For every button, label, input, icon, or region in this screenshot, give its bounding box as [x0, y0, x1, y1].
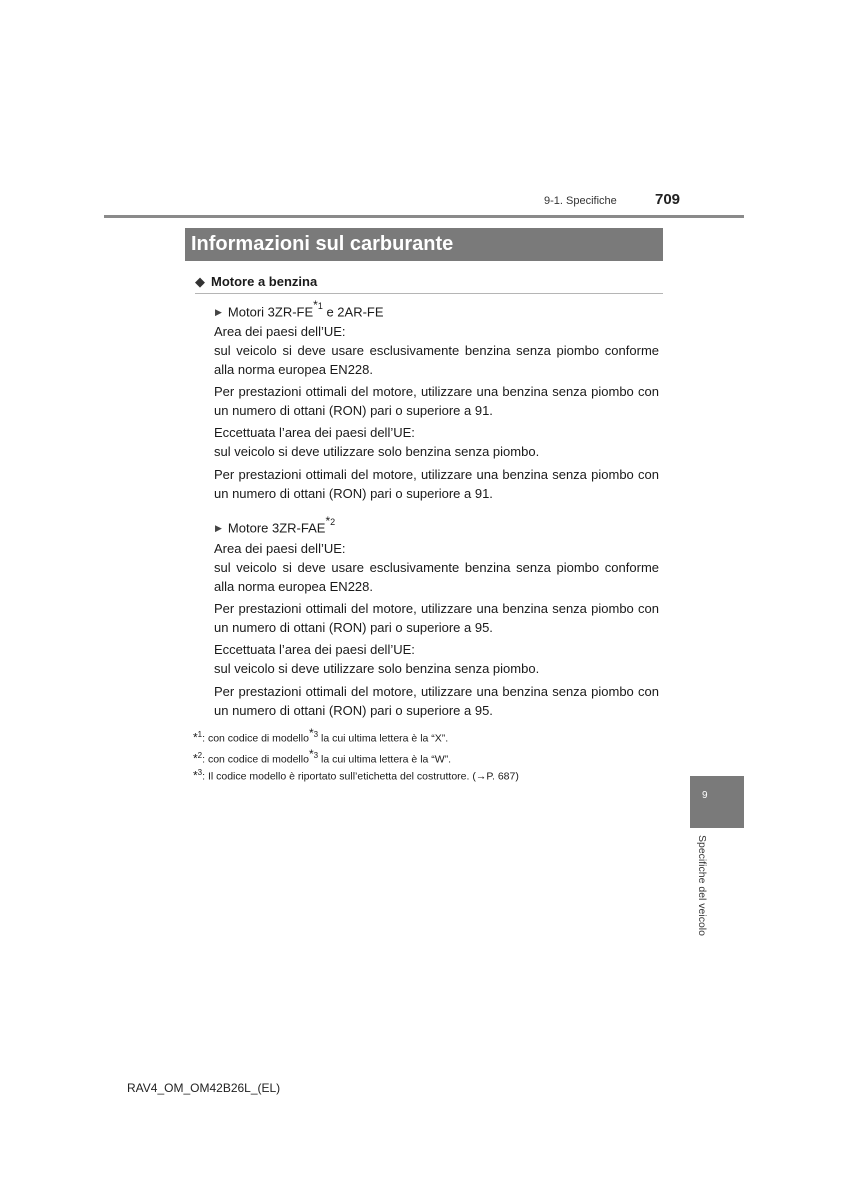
- paragraph: Area dei paesi dell’UE:: [214, 541, 346, 556]
- item-heading-text: Motori 3ZR-FE: [227, 304, 314, 320]
- paragraph: Per prestazioni ottimali del motore, utilizzare una benzina senza piombo con un numero di ottani (RON) pari o superiore a 91.: [214, 467, 659, 501]
- paragraph: sul veicolo si deve utilizzare solo benzina senza piombo.: [214, 444, 540, 459]
- chapter-tab-number: 9: [702, 790, 708, 801]
- diamond-bullet-icon: ◆: [195, 274, 205, 289]
- chapter-tab[interactable]: [690, 776, 744, 828]
- triangle-bullet-icon: ▶: [215, 523, 222, 534]
- paragraph: sul veicolo si deve usare esclusivamente benzina senza piombo conforme alla norma europea EN228.: [214, 343, 659, 377]
- paragraph: Eccettuata l’area dei paesi dell’UE:: [214, 425, 415, 440]
- page-link[interactable]: →P. 687): [475, 770, 519, 783]
- item-heading-1: [215, 300, 384, 319]
- chapter-tab-label: Specifiche del veicolo: [696, 835, 708, 936]
- paragraph: Per prestazioni ottimali del motore, utilizzare una benzina senza piombo con un numero di ottani (RON) pari o superiore a 95.: [214, 684, 659, 718]
- triangle-bullet-icon: ▶: [215, 307, 222, 318]
- paragraph: Area dei paesi dell’UE:: [214, 324, 346, 339]
- footnote-ref: *2: [325, 514, 336, 528]
- subheading-text: Motore a benzina: [211, 274, 318, 289]
- paragraph: sul veicolo si deve utilizzare solo benzina senza piombo.: [214, 661, 540, 676]
- footnote-2: *$^2$: con codice di modello$^{*3}$ la cui ultima lettera è la “W”.: [193, 747, 452, 766]
- item-heading-2: [215, 516, 335, 535]
- document-code: RAV4_OM_OM42B26L_(EL): [127, 1081, 281, 1095]
- subheading: [195, 274, 317, 290]
- section-label: 9-1. Specifiche: [544, 195, 617, 207]
- paragraph: Eccettuata l’area dei paesi dell’UE:: [214, 642, 415, 657]
- footnote-1: *$^1$: con codice di modello$^{*3}$ la cui ultima lettera è la “X”.: [193, 726, 449, 745]
- paragraph: Per prestazioni ottimali del motore, utilizzare una benzina senza piombo con un numero di ottani (RON) pari o superiore a 91.: [214, 384, 659, 418]
- paragraph: Per prestazioni ottimali del motore, utilizzare una benzina senza piombo con un numero di ottani (RON) pari o superiore a 95.: [214, 601, 659, 635]
- page-number: 709: [655, 191, 681, 208]
- item-heading-suffix: e 2AR-FE: [326, 304, 384, 320]
- paragraph: sul veicolo si deve usare esclusivamente benzina senza piombo conforme alla norma europea EN228.: [214, 560, 659, 594]
- subheading-divider: [195, 293, 663, 294]
- footnote-3: *$^3$: Il codice modello è riportato sull’etichetta del costruttore. (→P. 687): [193, 768, 519, 783]
- header-divider: [104, 215, 744, 218]
- item-heading-text: Motore 3ZR-FAE: [227, 520, 326, 536]
- page-title: Informazioni sul carburante: [185, 228, 663, 261]
- footnote-ref: *1: [313, 298, 323, 312]
